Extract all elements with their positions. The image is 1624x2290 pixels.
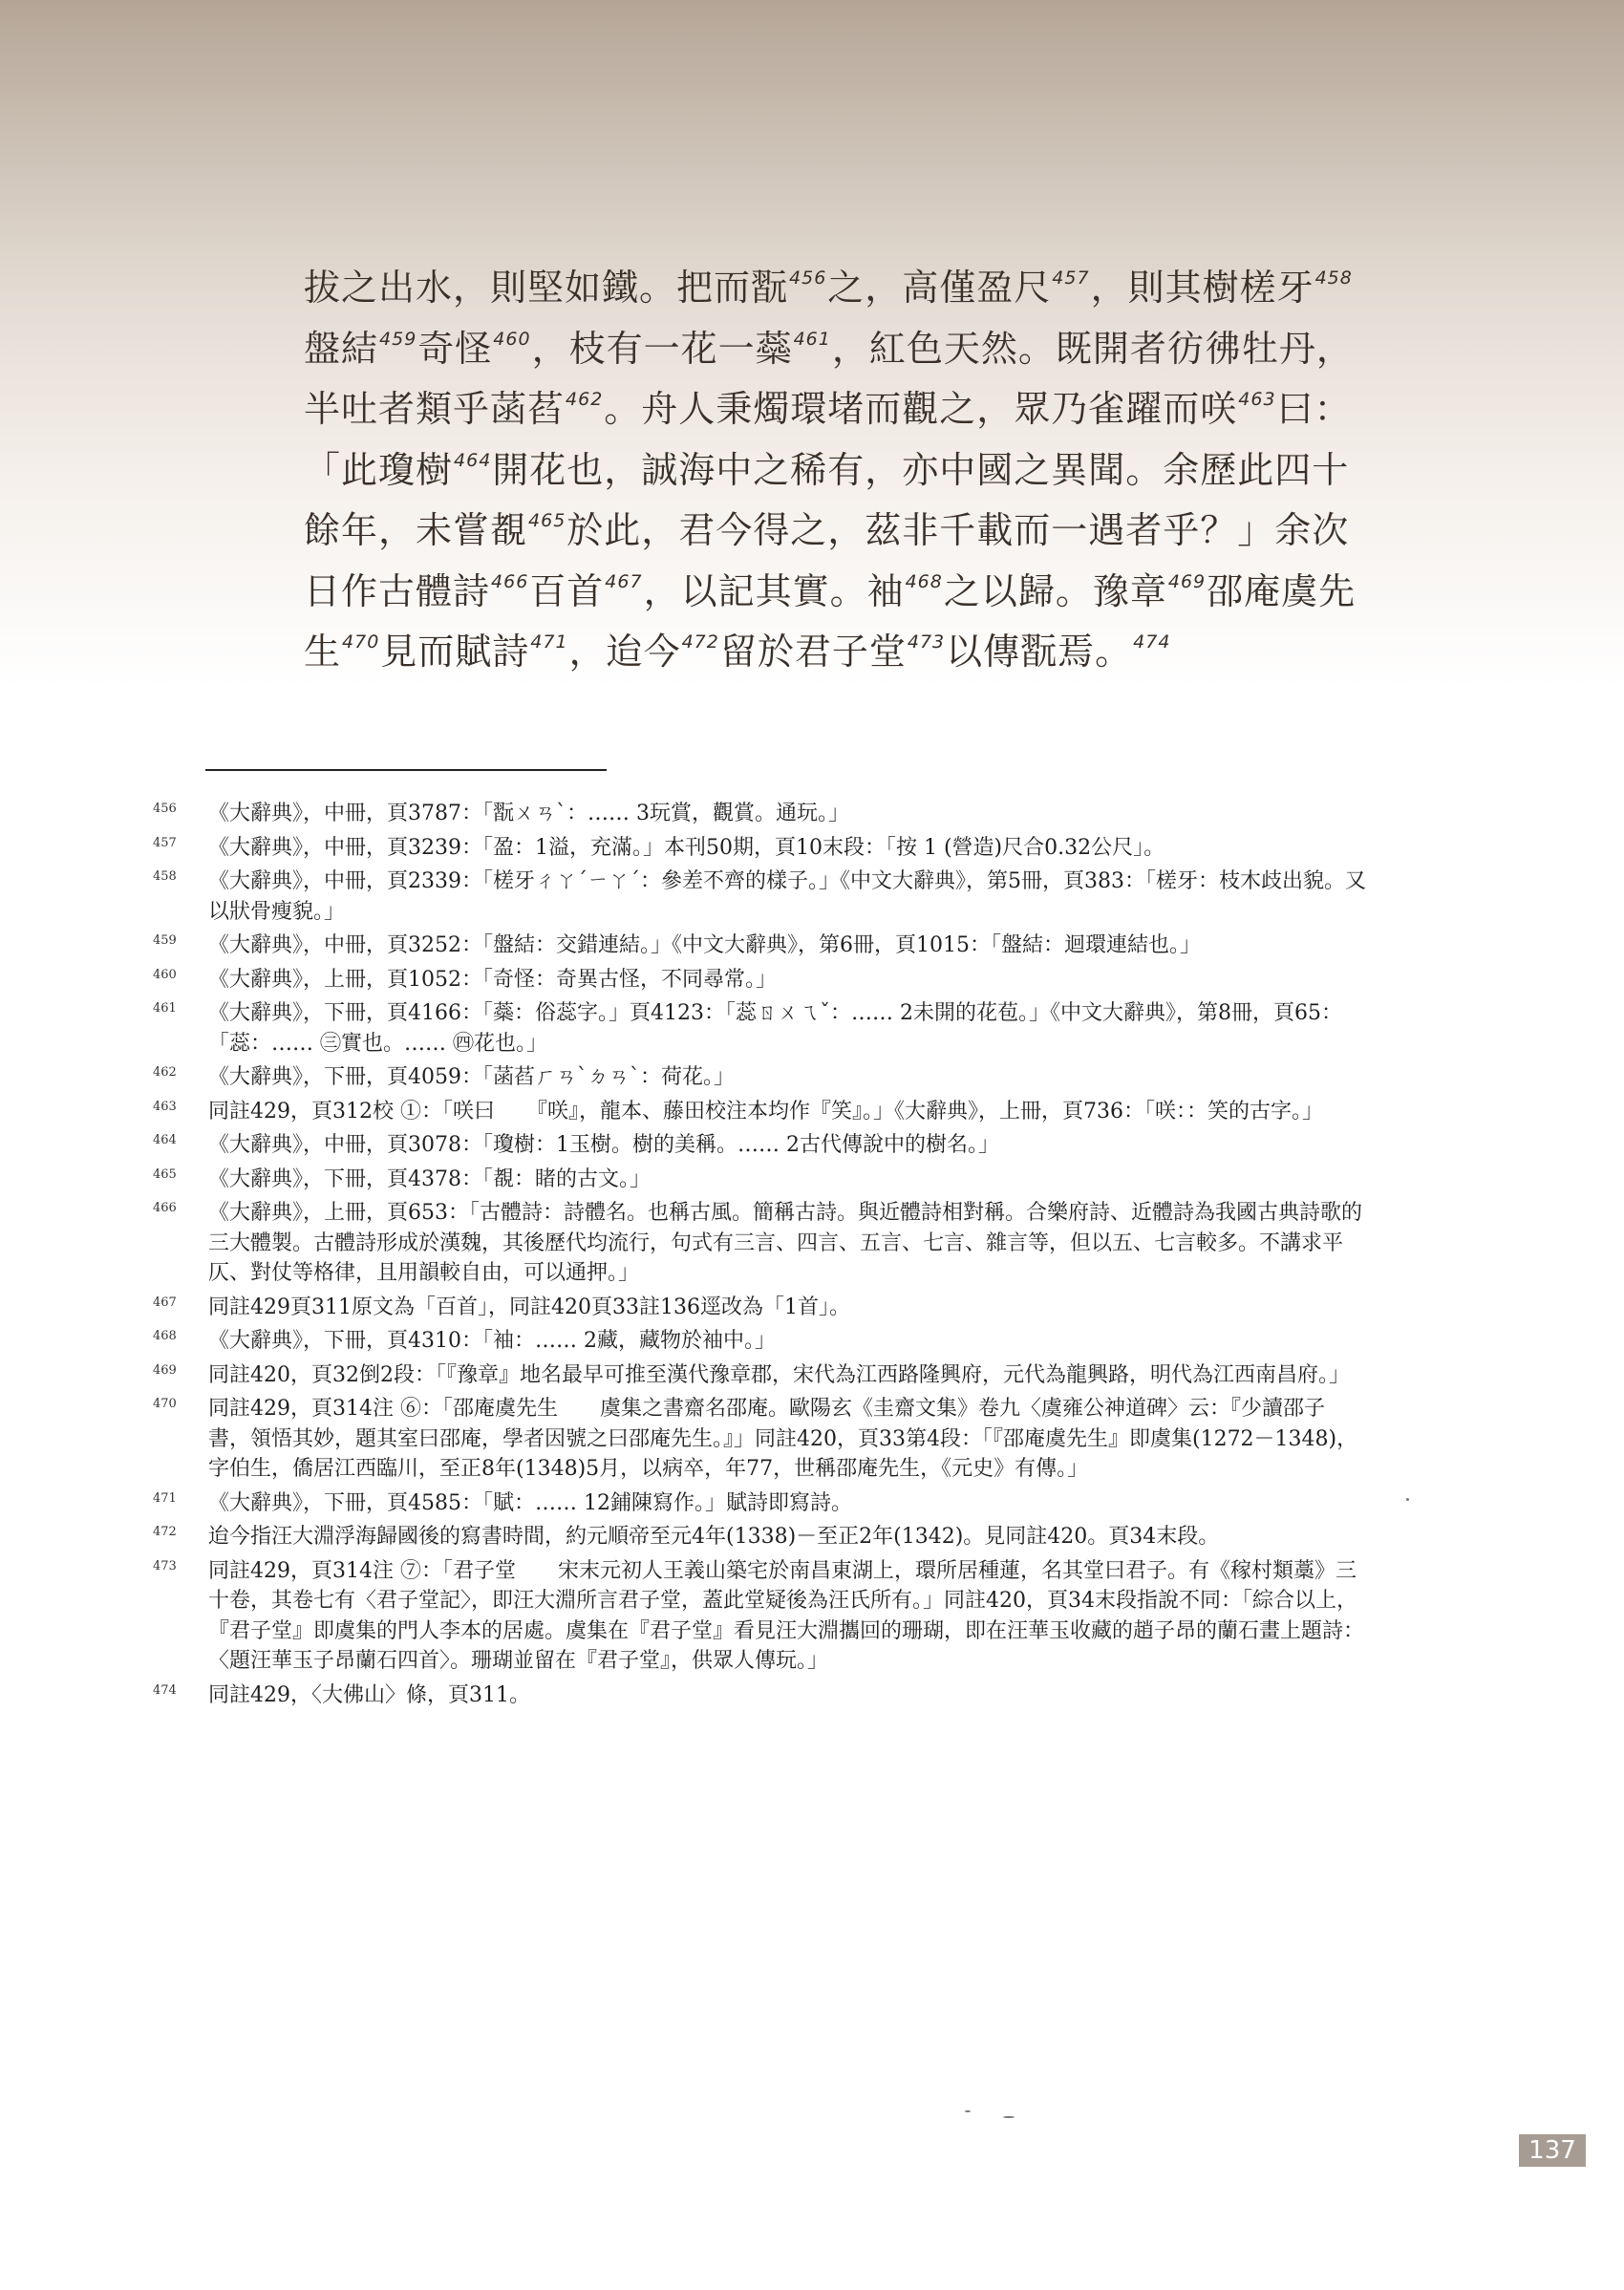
footnote-text: 《大辭典》，中冊，頁3787：「翫ㄨㄢˋ：…… 3玩賞，觀賞。通玩。」 (208, 802, 849, 825)
footnote-text: 《大辭典》，下冊，頁4378：「覩：睹的古文。」 (208, 1166, 651, 1191)
footnote-ref[interactable]: 463 (1238, 389, 1276, 410)
footnote-number: 472 (153, 1525, 177, 1539)
footnote-ref[interactable]: 458 (1314, 268, 1353, 289)
footnote-item (153, 1360, 1366, 1391)
footnote-number: 464 (153, 1133, 177, 1147)
footnote-text: 《大辭典》，上冊，頁653：「古體詩：詩體名。也稱古風。簡稱古詩。與近體詩相對稱。合樂府詩、近體詩為我國古典詩歌的三大體製。古體詩形成於漢魏，其後歷代均流行，句式有三言、四言、五言、七言、雜言等，但以五、七言較多。不講求平仄、對仗等格律，且用韻較自由，可以通押。」 (208, 1201, 1362, 1285)
body-text-run: 之，高僅盈尺 (827, 267, 1052, 309)
body-line (304, 440, 1364, 502)
footnote-item (153, 1097, 1366, 1127)
body-text (304, 258, 1364, 683)
footnote-item (153, 1130, 1366, 1161)
footnote-item (153, 1394, 1366, 1485)
footnote-ref[interactable]: 461 (793, 328, 831, 350)
footnote-item (153, 1488, 1366, 1519)
footnote-ref[interactable]: 474 (1133, 631, 1171, 653)
body-text-run: 於此，君今得之，茲非千載而一遇者乎？」余次 (566, 509, 1350, 551)
body-text-run: ，紅色天然。既開者彷彿牡丹， (831, 327, 1354, 370)
body-text-run: ，則其樹槎牙 (1090, 267, 1314, 309)
footnote-item (153, 833, 1366, 864)
footnotes (153, 799, 1366, 1714)
footnote-text: 同註420，頁32倒2段：「『豫章』地名最早可推至漢代豫章郡，宋代為江西路隆興府，元代為龍興路，明代為江西南昌府。」 (208, 1362, 1350, 1387)
footnote-text: 《大辭典》，中冊，頁3078：「瓊樹：1玉樹。樹的美稱。…… 2古代傳說中的樹名。」 (208, 1133, 999, 1157)
footnote-ref[interactable]: 465 (528, 510, 566, 531)
footnote-number: 466 (153, 1201, 177, 1215)
footnote-number: 462 (153, 1065, 177, 1080)
footnote-text: 《大辭典》，下冊，頁4585：「賦：…… 12鋪陳寫作。」賦詩即寫詩。 (208, 1490, 852, 1515)
scan-speck (1003, 2116, 1015, 2118)
footnote-text: 同註429頁311原文為「百首」，同註420頁33註136逕改為「1首」。 (208, 1295, 850, 1319)
footnote-text: 《大辭典》，中冊，頁2339：「槎牙ㄔㄚˊㄧㄚˊ：參差不齊的樣子。」《中文大辭典》，第5冊，頁383：「槎牙：枝木歧出貌。又以狀骨瘦貌。」 (208, 869, 1366, 924)
footnote-item (153, 1198, 1366, 1289)
footnote-item (153, 867, 1366, 927)
footnote-item (153, 965, 1366, 995)
footnote-ref[interactable]: 457 (1052, 268, 1090, 289)
footnote-number: 474 (153, 1682, 177, 1698)
footnote-text: 同註429，〈大佛山〉條，頁311。 (208, 1682, 530, 1707)
footnote-ref[interactable]: 470 (342, 631, 380, 653)
footnote-number: 459 (153, 933, 177, 948)
footnote-number: 461 (153, 1001, 177, 1016)
footnote-ref[interactable]: 460 (493, 328, 531, 350)
footnote-ref[interactable]: 467 (605, 570, 643, 592)
body-text-run: 以傳翫焉。 (946, 631, 1133, 673)
footnote-ref[interactable]: 466 (491, 570, 529, 592)
footnote-separator (205, 769, 607, 771)
body-line (304, 562, 1364, 623)
footnote-number: 469 (153, 1362, 177, 1378)
body-text-run: ，以記其實。袖 (643, 569, 905, 612)
footnote-number: 458 (153, 869, 177, 884)
footnote-ref[interactable]: 464 (454, 449, 492, 471)
body-text-run: 邵庵虞先 (1207, 569, 1357, 612)
footnote-text: 《大辭典》，中冊，頁3239：「盈：1溢，充滿。」本刊50期，頁10末段：「按 1 (營造)尺合0.32公尺」。 (208, 835, 1165, 860)
footnote-ref[interactable]: 471 (530, 631, 568, 653)
scan-speck (965, 2110, 971, 2112)
footnote-text: 《大辭典》，下冊，頁4310：「袖：…… 2藏，藏物於袖中。」 (208, 1329, 776, 1353)
body-text-run: ，迨今 (568, 631, 681, 673)
body-text-run: 之以歸。豫章 (943, 569, 1167, 612)
footnote-number: 467 (153, 1295, 177, 1310)
body-text-run: 。舟人秉燭環堵而觀之，眾乃雀躍而咲 (604, 388, 1238, 430)
page-number: 137 (1519, 2134, 1586, 2167)
footnote-text: 《大辭典》，下冊，頁4059：「菡萏ㄏㄢˋㄉㄢˋ：荷花。」 (208, 1065, 735, 1089)
body-text-run: 餘年，未嘗覩 (304, 509, 528, 551)
body-text-run: 見而賦詩 (380, 631, 530, 673)
body-text-run: 開花也，誠海中之稀有，亦中國之異聞。余歷此四十 (492, 448, 1350, 491)
footnote-item (153, 1165, 1366, 1195)
body-text-run: 曰： (1276, 388, 1352, 430)
footnote-text: 迨今指汪大淵浮海歸國後的寫書時間，約元順帝至元4年(1338)－至正2年(1342)。見同註420。頁34末段。 (208, 1525, 1220, 1549)
footnote-number: 468 (153, 1329, 177, 1343)
footnote-number: 465 (153, 1166, 177, 1182)
body-text-run: ，枝有一花一蘂 (531, 327, 793, 370)
body-line (304, 622, 1364, 683)
footnote-number: 470 (153, 1397, 177, 1411)
body-text-run: 留於君子堂 (719, 631, 907, 673)
footnote-item (153, 1062, 1366, 1093)
body-text-run: 半吐者類乎菡萏 (304, 388, 566, 430)
footnote-number: 457 (153, 835, 177, 850)
footnote-ref[interactable]: 456 (789, 268, 827, 289)
body-line (304, 501, 1364, 562)
footnote-number: 456 (153, 802, 177, 816)
footnote-text: 同註429，頁314注 ⑦：「君子堂 宋末元初人王義山築宅於南昌東湖上，環所居種蓮，名其堂曰君子。有《稼村類藁》三十卷，其卷七有〈君子堂記〉，即汪大淵所言君子堂，蓋此堂疑後為汪氏所有。」同註420，頁34末段指說不同：「綜合以上，『君子堂』即虞集的門人李本的居處。虞集在『君子堂』看見汪大淵攜回的珊瑚，即在汪華玉收藏的趙子昂的蘭石畫上題詩：〈題汪華玉子昂蘭石四首〉。珊瑚並留在『君子堂』，供眾人傳玩。」 (208, 1558, 1365, 1673)
body-text-run: 盤結 (304, 327, 379, 370)
body-text-run: 奇怪 (417, 327, 493, 370)
footnote-text: 同註429，頁314注 ⑥：「邵庵虞先生 虞集之書齋名邵庵。歐陽玄《圭齋文集》卷九〈虞雍公神道碑〉云：『少讀邵子書，領悟其妙，題其室曰邵庵，學者因號之曰邵庵先生。』」同註420，頁33第4段：「『邵庵虞先生』即虞集(1272－1348)，字伯生，僑居江西臨川，至正8年(1348)5月，以病卒，年77，世稱邵庵先生，《元史》有傳。」 (208, 1397, 1358, 1481)
footnote-item (153, 1522, 1366, 1552)
footnote-number: 460 (153, 967, 177, 982)
body-text-run: 「此瓊樹 (304, 448, 454, 491)
footnote-ref[interactable]: 473 (907, 631, 946, 653)
body-text-run: 百首 (529, 569, 605, 612)
footnote-item (153, 1556, 1366, 1677)
footnote-ref[interactable]: 459 (379, 328, 417, 350)
body-line (304, 319, 1364, 380)
footnote-ref[interactable]: 462 (566, 389, 604, 410)
footnote-item (153, 799, 1366, 829)
footnote-ref[interactable]: 472 (681, 631, 719, 653)
footnote-number: 473 (153, 1558, 177, 1573)
footnote-item (153, 1293, 1366, 1323)
footnote-text: 《大辭典》，中冊，頁3252：「盤結：交錯連結。」《中文大辭典》，第6冊，頁1015：「盤結：迴環連結也。」 (208, 933, 1201, 957)
footnote-text: 同註429，頁312校 ①：「咲曰 『咲』，龍本、藤田校注本均作『笑』。」《大辭典》，上冊，頁736：「咲：：笑的古字。」 (208, 1099, 1323, 1124)
footnote-number: 471 (153, 1490, 177, 1506)
footnote-item (153, 1326, 1366, 1357)
footnote-text: 《大辭典》，上冊，頁1052：「奇怪：奇異古怪，不同尋常。」 (208, 967, 777, 992)
footnote-ref[interactable]: 468 (905, 570, 943, 592)
footnote-item (153, 998, 1366, 1059)
body-text-run: 日作古體詩 (304, 569, 491, 612)
scan-speck (1406, 1498, 1409, 1501)
footnote-ref[interactable]: 469 (1167, 570, 1207, 592)
footnote-text: 《大辭典》，下冊，頁4166：「蘂：俗蕊字。」頁4123：「蕊ㄖㄨㄟˇ：…… 2未開的花苞。」《中文大辭典》，第8冊，頁65：「蕊：…… ㊂實也。…… ㊃花也。」 (208, 1001, 1342, 1056)
footnote-item (153, 931, 1366, 961)
body-line (304, 379, 1364, 440)
body-text-run: 生 (304, 631, 342, 673)
body-text-run: 拔之出水，則堅如鐵。把而翫 (304, 267, 789, 309)
footnote-number: 463 (153, 1099, 177, 1114)
footnote-item (153, 1680, 1366, 1711)
body-line (304, 258, 1364, 319)
